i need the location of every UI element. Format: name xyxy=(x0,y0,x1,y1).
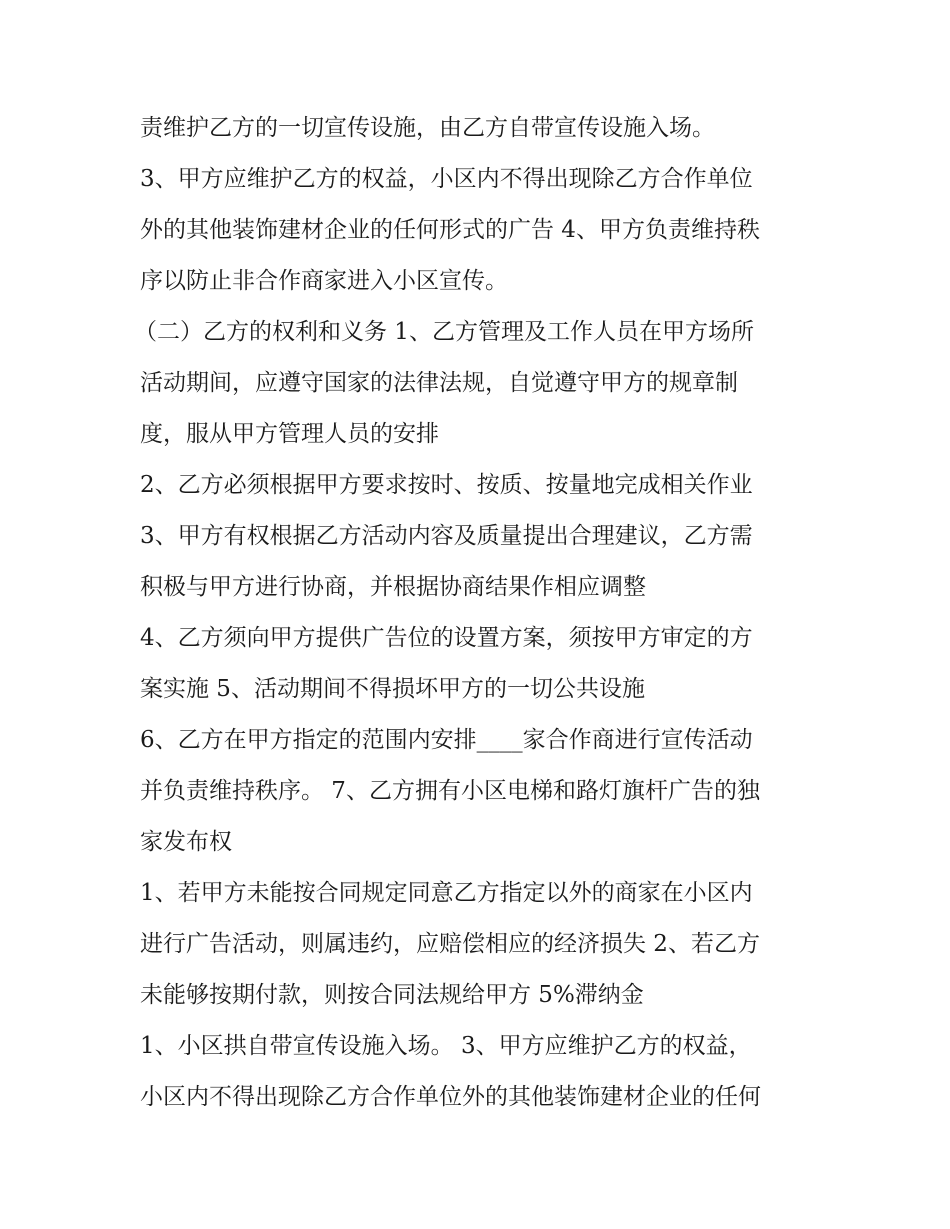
text-line: 度，服从甲方管理人员的安排 xyxy=(140,421,439,447)
text-line: 案实施 5、活动期间不得损坏甲方的一切公共设施 xyxy=(140,676,645,702)
text-line: 进行广告活动，则属违约，应赔偿相应的经济损失 2、若乙方 xyxy=(140,931,760,957)
text-line: 1、小区拱自带宣传设施入场。 3、甲方应维护乙方的权益， xyxy=(140,1033,752,1059)
text-line: 外的其他装饰建材企业的任何形式的广告 4、甲方负责维持秩 xyxy=(140,217,760,243)
text-line: 3、甲方应维护乙方的权益，小区内不得出现除乙方合作单位 xyxy=(140,166,753,192)
text-line: 未能够按期付款，则按合同法规给甲方 5%滞纳金 xyxy=(140,982,644,1008)
text-line: 序以防止非合作商家进入小区宣传。 xyxy=(140,268,508,294)
text-line: 3、甲方有权根据乙方活动内容及质量提出合理建议，乙方需 xyxy=(140,523,753,549)
text-line: 小区内不得出现除乙方合作单位外的其他装饰建材企业的任何 xyxy=(140,1084,761,1110)
text-line: 4、乙方须向甲方提供广告位的设置方案，须按甲方审定的方 xyxy=(140,625,753,651)
text-line: 积极与甲方进行协商，并根据协商结果作相应调整 xyxy=(140,574,646,600)
document-body xyxy=(134,103,840,1123)
text-line: 1、若甲方未能按合同规定同意乙方指定以外的商家在小区内 xyxy=(140,880,753,906)
text-line: 家发布权 xyxy=(140,829,232,855)
text-line: 2、乙方必须根据甲方要求按时、按质、按量地完成相关作业 xyxy=(140,472,753,498)
text-line: 责维护乙方的一切宣传设施，由乙方自带宣传设施入场。 xyxy=(140,115,715,141)
text-line: （二）乙方的权利和义务 1、乙方管理及工作人员在甲方场所 xyxy=(134,319,754,345)
text-line: 并负责维持秩序。 7、乙方拥有小区电梯和路灯旗杆广告的独 xyxy=(140,778,760,804)
text-line: 6、乙方在甲方指定的范围内安排____家合作商进行宣传活动 xyxy=(140,727,753,753)
text-line: 活动期间，应遵守国家的法律法规，自觉遵守甲方的规章制 xyxy=(140,370,738,396)
